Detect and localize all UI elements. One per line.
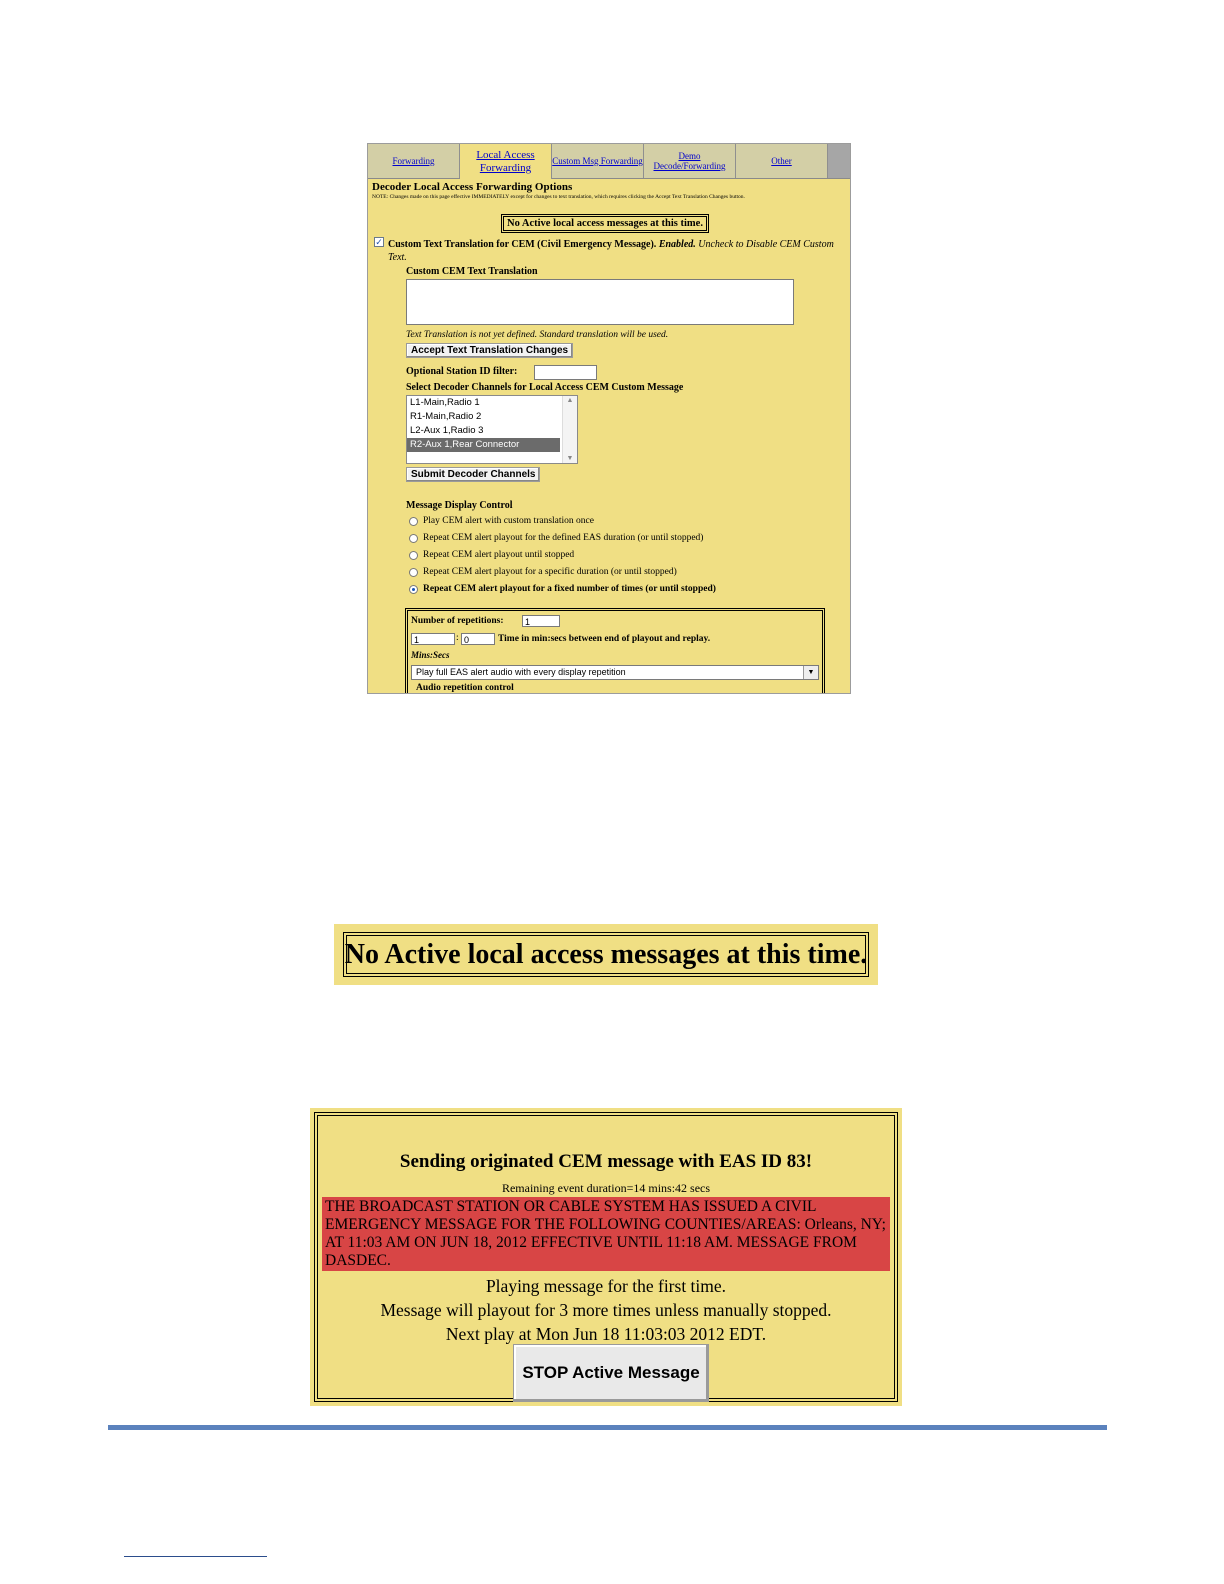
custom-text-label: Custom Text Translation for CEM (Civil Emergency Message). [388, 239, 657, 250]
status-banner-text: No Active local access messages at this time. [344, 938, 868, 970]
repetitions-input[interactable]: 1 [522, 615, 560, 627]
remaining-duration: Remaining event duration=14 mins:42 secs [501, 1181, 711, 1195]
repetitions-label: Number of repetitions: [411, 616, 504, 626]
repetition-settings-box [405, 608, 825, 694]
seconds-input[interactable]: 0 [461, 633, 495, 645]
banner-outer-border [343, 932, 869, 977]
custom-text-checkbox[interactable]: ✓ [375, 237, 383, 247]
display-option-eas-duration[interactable] [409, 531, 703, 545]
channel-option[interactable]: L2-Aux 1,Radio 3 [410, 425, 484, 436]
horizontal-rule [108, 1425, 1107, 1430]
status-banner [501, 214, 709, 233]
changes-note: NOTE: Changes made on this page effective IMMEDIATELY except for changes to text translation, which requires clicking the Accept Text Translation Changes button. [372, 194, 745, 200]
tab-bar [368, 144, 850, 179]
station-id-filter-input[interactable] [534, 365, 597, 380]
custom-text-checkbox-label [388, 238, 843, 264]
display-option-until-stopped[interactable] [409, 548, 574, 562]
channel-option-selected[interactable]: R2-Aux 1,Rear Connector [407, 438, 560, 452]
radio-button[interactable] [409, 517, 418, 526]
station-filter-label: Optional Station ID filter: [406, 366, 518, 377]
radio-button-selected[interactable] [409, 585, 418, 594]
stop-active-message-button[interactable]: STOP Active Message [513, 1344, 709, 1402]
radio-label: Repeat CEM alert playout for the defined EAS duration (or until stopped) [423, 533, 704, 543]
listbox-scrollbar[interactable] [562, 396, 577, 463]
enabled-status: Enabled. [658, 239, 696, 250]
minutes-input[interactable]: 1 [411, 633, 455, 645]
alert-text-box: THE BROADCAST STATION OR CABLE SYSTEM HAS ISSUED A CIVIL EMERGENCY MESSAGE FOR THE FOLLOWING COUNTIES/AREAS: Orleans, NY; AT 11:03 AM ON JUN 18, 2012 EFFECTIVE UNTIL 11:18 AM. MESSAGE FROM DASDEC. [322, 1197, 890, 1271]
repetition-settings-inner [407, 610, 823, 694]
radio-button[interactable] [409, 551, 418, 560]
tab-forwarding[interactable]: Forwarding [368, 144, 460, 178]
channel-option[interactable]: L1-Main,Radio 1 [410, 397, 480, 408]
channels-label: Select Decoder Channels for Local Access CEM Custom Message [406, 382, 684, 393]
radio-label: Play CEM alert with custom translation once [423, 516, 594, 526]
panel-inner-border [317, 1115, 895, 1399]
radio-label: Repeat CEM alert playout until stopped [423, 550, 575, 560]
scroll-down-icon[interactable]: ▼ [566, 455, 574, 462]
panel-outer-border [314, 1112, 898, 1402]
scroll-up-icon[interactable]: ▲ [566, 397, 574, 404]
display-option-specific-duration[interactable] [409, 565, 677, 579]
mins-secs-label: Mins:Secs [411, 650, 450, 660]
tab-local-access-forwarding[interactable]: Local Access Forwarding [460, 144, 552, 179]
active-cem-message-screenshot [310, 1108, 902, 1406]
display-option-play-once[interactable] [409, 514, 594, 528]
radio-label: Repeat CEM alert playout for a specific duration (or until stopped) [423, 567, 677, 577]
tab-demo-decode-forwarding[interactable]: Demo Decode/Forwarding [644, 144, 736, 178]
submit-channels-button[interactable]: Submit Decoder Channels [406, 467, 540, 482]
no-active-messages-screenshot [334, 924, 878, 985]
radio-label: Repeat CEM alert playout for a fixed number of times (or until stopped) [423, 584, 716, 594]
audio-repetition-select[interactable] [411, 665, 819, 680]
time-between-label: Time in min:secs between end of playout and replay. [498, 634, 711, 644]
decoder-channels-listbox[interactable] [406, 395, 578, 464]
radio-button[interactable] [409, 568, 418, 577]
tab-custom-msg-forwarding[interactable]: Custom Msg Forwarding [552, 144, 644, 178]
local-access-forwarding-screenshot [367, 143, 851, 694]
tab-other[interactable]: Other [736, 144, 828, 178]
playing-status: Playing message for the first time. [485, 1276, 727, 1296]
repeat-status: Message will playout for 3 more times unless manually stopped. [380, 1300, 832, 1320]
chevron-down-icon[interactable]: ▼ [803, 666, 818, 679]
translation-note: Text Translation is not yet defined. Standard translation will be used. [406, 330, 669, 340]
custom-text-translation-input[interactable] [406, 279, 794, 325]
audio-repetition-value: Play full EAS alert audio with every display repetition [416, 667, 626, 677]
next-play-status: Next play at Mon Jun 18 11:03:03 2012 EDT. [445, 1324, 767, 1344]
channel-option[interactable]: R1-Main,Radio 2 [410, 411, 482, 422]
uncheck-hint: Uncheck to Disable CEM Custom Text. [388, 239, 834, 263]
status-banner-text: No Active local access messages at this time. [503, 216, 707, 231]
sending-title: Sending originated CEM message with EAS ID 83! [399, 1151, 813, 1172]
display-option-fixed-repetitions[interactable] [409, 582, 716, 596]
footnote-separator [124, 1556, 267, 1557]
accept-translation-button[interactable]: Accept Text Translation Changes [406, 343, 573, 358]
status-banner [346, 935, 866, 974]
custom-text-label-heading: Custom CEM Text Translation [406, 266, 538, 277]
time-separator: : [456, 633, 459, 643]
radio-button[interactable] [409, 534, 418, 543]
display-control-label: Message Display Control [406, 500, 513, 511]
audio-control-label: Audio repetition control [416, 683, 514, 693]
tab-bar-filler [828, 144, 850, 178]
page-title: Decoder Local Access Forwarding Options [372, 181, 573, 193]
